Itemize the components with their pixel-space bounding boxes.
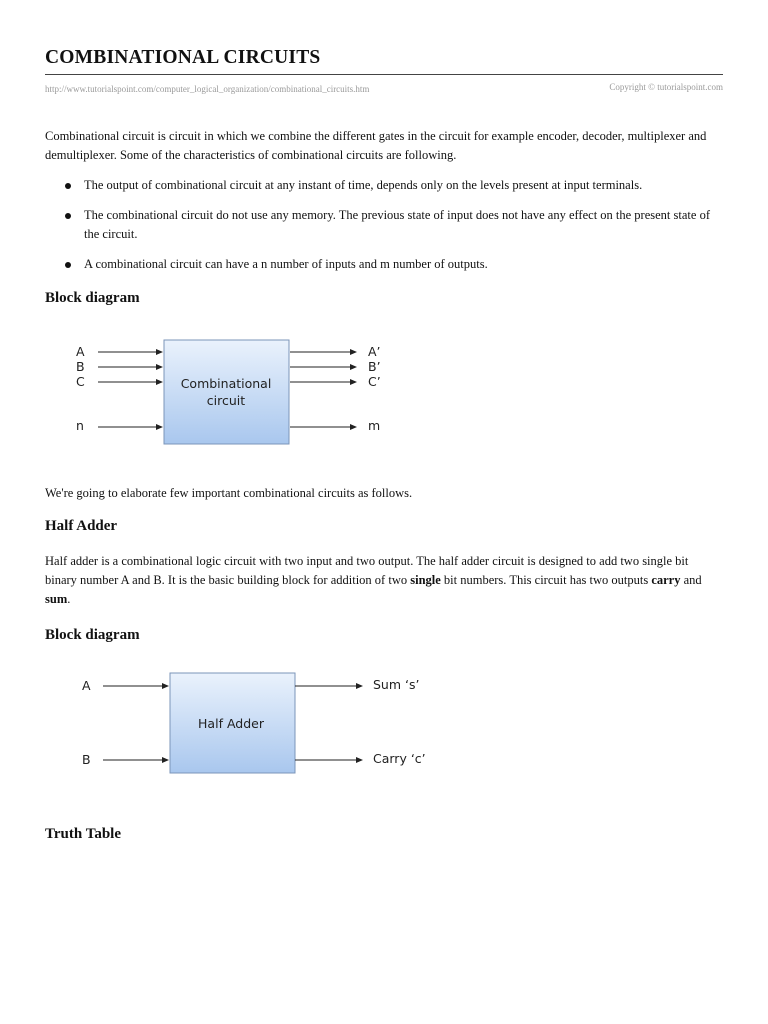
page-title: COMBINATIONAL CIRCUITS [45, 47, 321, 68]
half-adder-box-label: Half Adder [198, 716, 264, 731]
block-diagram-heading: Block diagram [45, 290, 140, 306]
input-label-a: A [82, 678, 91, 693]
text-run: bit numbers. This circuit has two outputs [440, 573, 652, 587]
half-adder-block-diagram [45, 670, 445, 776]
source-url[interactable]: http://www.tutorialspoint.com/computer_logical_organization/combinational_circuits.htm [45, 84, 370, 94]
output-label-m: m [368, 418, 381, 433]
box-label-line2: circuit [206, 393, 246, 408]
input-label-b: B [76, 359, 85, 374]
input-label-a: A [76, 344, 85, 359]
combinational-circuit-box [164, 340, 289, 444]
output-label-sum: Sum ‘s’ [373, 677, 420, 692]
list-item: A combinational circuit can have a n number of inputs and m number of outputs. [45, 255, 723, 274]
bold-single: single [410, 573, 441, 587]
bold-carry: carry [651, 573, 681, 587]
input-label-b: B [82, 752, 91, 767]
combinational-block-diagram [45, 336, 425, 452]
characteristics-list [45, 176, 723, 285]
half-adder-paragraph [45, 552, 723, 609]
output-label-b: B’ [368, 359, 381, 374]
output-label-carry: Carry ‘c’ [373, 751, 426, 766]
text-run: and [680, 573, 702, 587]
list-item: The combinational circuit do not use any memory. The previous state of input does not have any effect on the present state of the circuit. [45, 206, 723, 244]
box-label-line1: Combinational [180, 376, 272, 391]
list-item: The output of combinational circuit at any instant of time, depends only on the levels present at input terminals. [45, 176, 723, 195]
half-adder-heading: Half Adder [45, 518, 118, 534]
input-label-c: C [76, 374, 85, 389]
truth-table-heading: Truth Table [45, 826, 122, 842]
copyright-notice: Copyright © tutorialspoint.com [609, 82, 723, 92]
block-diagram-heading-2: Block diagram [45, 627, 140, 643]
header-rule [45, 74, 723, 75]
elaborate-paragraph: We're going to elaborate few important combinational circuits as follows. [45, 486, 413, 500]
text-run: Half adder is a combinational logic circuit with two input and two output. The half adder circuit is designed to add two single bit binary number A and B. It is the basic building block for addition of two [45, 554, 689, 587]
bold-sum: sum [45, 592, 68, 606]
output-label-c: C’ [368, 374, 381, 389]
input-label-n: n [76, 418, 84, 433]
text-run: . [67, 592, 71, 606]
intro-paragraph: Combinational circuit is circuit in which we combine the different gates in the circuit for example encoder, decoder, multiplexer and demultiplexer. Some of the characteristics of combinational circuits are following. [45, 129, 707, 162]
output-label-a: A’ [368, 344, 381, 359]
